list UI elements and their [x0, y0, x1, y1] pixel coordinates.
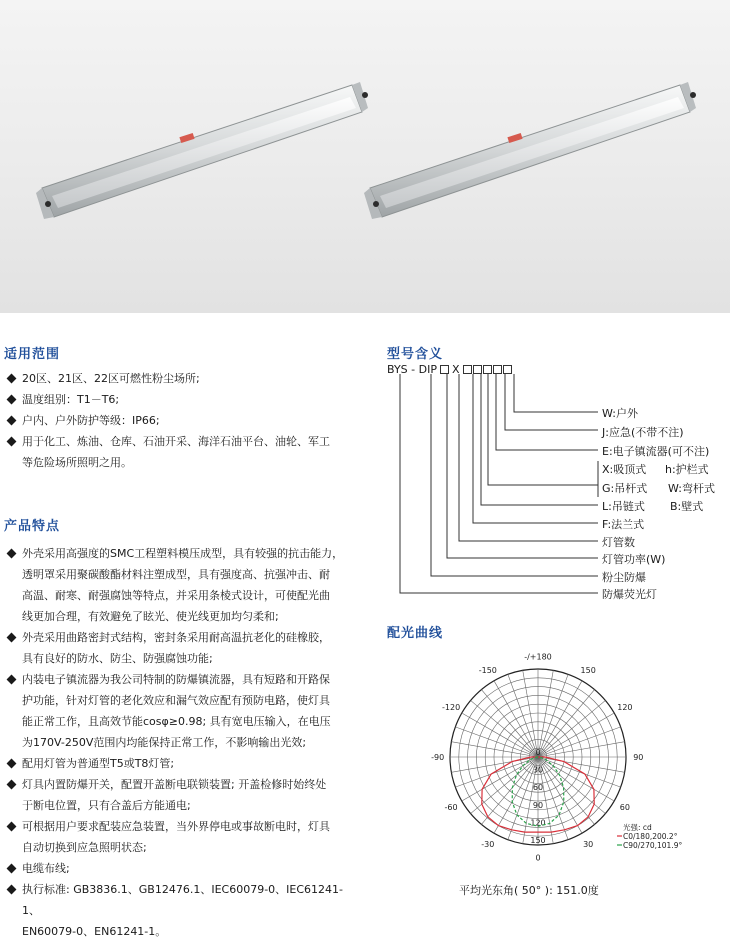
model-code-prefix: BYS - DIP	[387, 362, 437, 376]
features-title: 产品特点	[4, 519, 61, 534]
model-label-tube-count: 灯管数	[602, 536, 635, 549]
model-label-flange: F:法兰式	[602, 518, 645, 531]
list-item: 户内、户外防护等级：IP66;	[4, 410, 356, 431]
polar-angle-label: -30	[481, 839, 495, 849]
list-item-continuation: 等危险场所照明之用。	[22, 456, 132, 469]
list-item-continuation: 为170V-250V范围内均能保持正常工作，不影响输出光效;	[22, 736, 307, 749]
list-item: 电缆布线;	[4, 858, 356, 879]
list-item: 执行标准: GB3836.1、GB12476.1、IEC60079-0、IEC61241-1、	[4, 879, 356, 921]
model-label-pendant-rod: G:吊杆式	[602, 482, 648, 495]
model-label-wall: B:壁式	[670, 500, 704, 513]
polar-chart-area	[413, 652, 703, 892]
polar-radial-label: 60	[532, 783, 544, 793]
list-item: 内装电子镇流器为我公司特制的防爆镇流器，具有短路和开路保	[4, 669, 356, 690]
model-label-fluorescent: 防爆荧光灯	[602, 588, 657, 601]
polar-angle-label: 120	[617, 702, 633, 712]
polar-radial-label: 30	[532, 765, 544, 775]
list-item: 灯具内置防爆开关，配置开盖断电联锁装置; 开盖检修时始终处	[4, 774, 356, 795]
polar-legend-item: C0/180,200.2°	[623, 832, 678, 841]
list-item-continuation: 于断电位置，只有合盖后方能通电;	[22, 799, 191, 812]
list-item-continuation: 线更加合理，有效避免了眩光、使光线更加均匀柔和;	[22, 610, 279, 623]
polar-angle-label: 60	[619, 803, 630, 813]
model-label-dust-proof: 粉尘防爆	[602, 571, 646, 584]
polar-angle-label: -60	[444, 803, 458, 813]
polar-angle-label: -90	[431, 753, 445, 762]
list-item-continuation: 透明罩采用聚碳酸酯材料注塑成型，具有强度高、抗强冲击、耐	[22, 568, 330, 581]
list-item-continuation: 具有良好的防水、防尘、防强腐蚀功能;	[22, 652, 213, 665]
list-item-continuation: 自动切换到应急照明状态;	[22, 841, 147, 854]
model-label-tube-power: 灯管功率(W)	[602, 553, 666, 566]
list-item: 温度组别：T1－T6;	[4, 389, 356, 410]
polar-angle-label: -150	[478, 666, 497, 676]
light-curve-title: 配光曲线	[387, 626, 444, 641]
polar-chart	[413, 652, 703, 892]
list-item-continuation: 护功能，针对灯管的老化效应和漏气效应配有预防电路，使灯具	[22, 694, 330, 707]
model-label-ceiling: X:吸顶式	[602, 463, 647, 476]
polar-angle-label: 150	[580, 666, 596, 676]
model-label-bent-rod: W:弯杆式	[668, 482, 715, 495]
model-label-ballast: E:电子镇流器(可不注)	[602, 445, 710, 458]
polar-legend-item: C90/270,101.9°	[623, 841, 683, 850]
list-item: 外壳采用高强度的SMC工程塑料模压成型，具有较强的抗击能力，	[4, 543, 356, 564]
beam-angle-caption: 平均光东角( 50° ): 151.0度	[459, 884, 599, 897]
model-label-emergency: J:应急(不带不注)	[602, 426, 684, 439]
polar-angle-label: 30	[583, 839, 594, 849]
list-item-continuation: EN60079-0、EN61241-1。	[22, 925, 167, 938]
list-item: 外壳采用曲路密封式结构，密封条采用耐高温抗老化的硅橡胶，	[4, 627, 356, 648]
polar-angle-label: -/+180	[524, 652, 552, 662]
model-label-chain: L:吊链式	[602, 500, 645, 513]
polar-legend-header: 光强: cd	[623, 823, 652, 832]
list-item-continuation: 能正常工作，且高效节能cosφ≥0.98; 具有宽电压输入，在电压	[22, 715, 331, 728]
polar-radial-label: 150	[530, 836, 546, 845]
polar-radial-label: 0	[535, 748, 541, 757]
polar-radial-label: 120	[530, 818, 546, 828]
list-item: 可根据用户要求配装应急装置，当外界停电或事故断电时，灯具	[4, 816, 356, 837]
application-title: 适用范围	[4, 347, 61, 362]
model-label-outdoor: W:户外	[602, 407, 638, 420]
polar-angle-label: 0	[535, 853, 541, 863]
list-item: 20区、21区、22区可燃性粉尘场所;	[4, 368, 356, 389]
polar-angle-label: -120	[442, 702, 461, 712]
polar-radial-label: 90	[532, 800, 544, 810]
model-title: 型号含义	[387, 347, 444, 362]
list-item-continuation: 高温、耐寒、耐强腐蚀等特点，并采用条棱式设计，可使配光曲	[22, 589, 330, 602]
polar-angle-label: 90	[633, 753, 644, 762]
model-code-x: X	[451, 362, 460, 376]
list-item: 配用灯管为普通型T5或T8灯管;	[4, 753, 356, 774]
list-item: 用于化工、炼油、仓库、石油开采、海洋石油平台、油轮、军工	[4, 431, 356, 452]
model-label-guardrail: h:护栏式	[665, 463, 709, 476]
